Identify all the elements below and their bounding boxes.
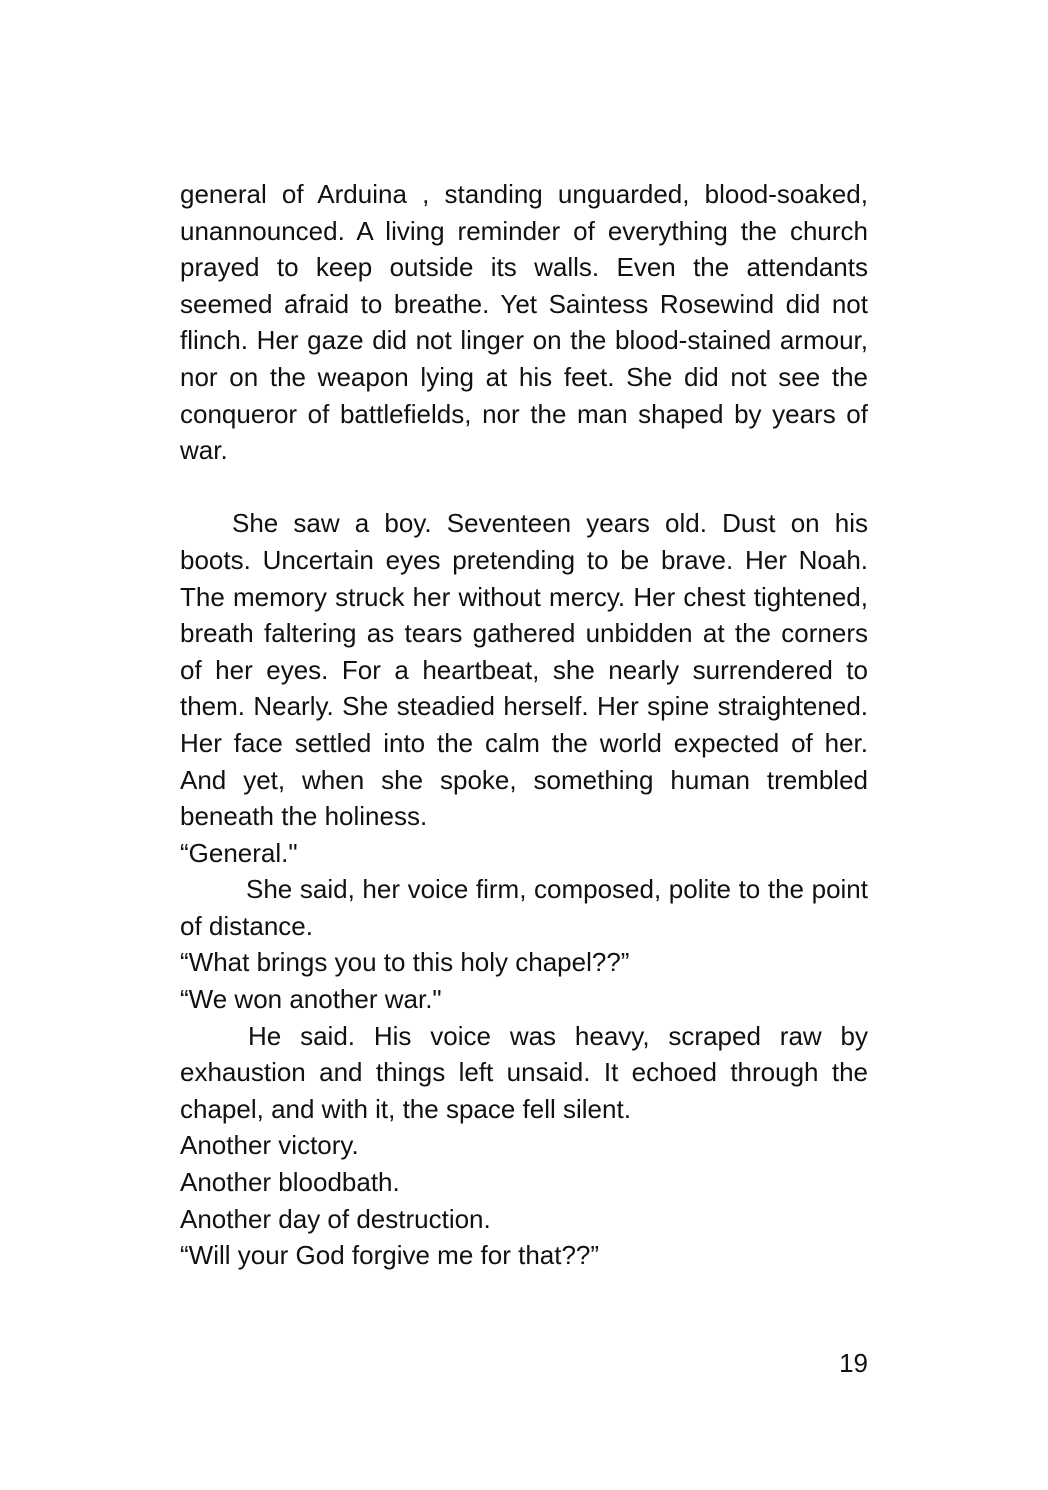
dialogue-line: “General." (180, 837, 298, 868)
dialogue-line: “We won another war." (180, 984, 442, 1015)
text-line: Another victory. (180, 1130, 359, 1161)
paragraph: She saw a boy. Seventeen years old. Dust on his boots. Uncertain eyes pretending to be brave. Her Noah. The memory struck her without mercy. Her chest tightened, breath faltering as tears gathered unbidden at the corners of her eyes. For a heartbeat, she nearly surrendered to them. Nearly. She steadied herself. Her spine straightened. Her face settled into the calm the world expected of her. And yet, when she spoke, something human trembled beneath the holiness. (180, 508, 868, 832)
page-body (180, 176, 868, 1274)
dialogue-line: “What brings you to this holy chapel??” (180, 947, 630, 978)
paragraph: She said, her voice firm, composed, polite to the point of distance. (180, 874, 868, 941)
paragraph: general of Arduina , standing unguarded, blood-soaked, unannounced. A living reminder of everything the church prayed to keep outside its walls. Even the attendants seemed afraid to breathe. Yet Saintess Rosewind did not flinch. Her gaze did not linger on the blood-stained armour, nor on the weapon lying at his feet. She did not see the conqueror of battlefields, nor the man shaped by years of war. (180, 179, 868, 466)
text-line: Another bloodbath. (180, 1167, 400, 1198)
paragraph: He said. His voice was heavy, scraped raw by exhaustion and things left unsaid. It echoed through the chapel, and with it, the space fell silent. (180, 1020, 868, 1124)
paragraph-gap (180, 469, 868, 506)
dialogue-line: “Will your God forgive me for that??” (180, 1240, 600, 1271)
text-line: Another day of destruction. (180, 1203, 491, 1234)
page-number: 19 (839, 1348, 868, 1378)
